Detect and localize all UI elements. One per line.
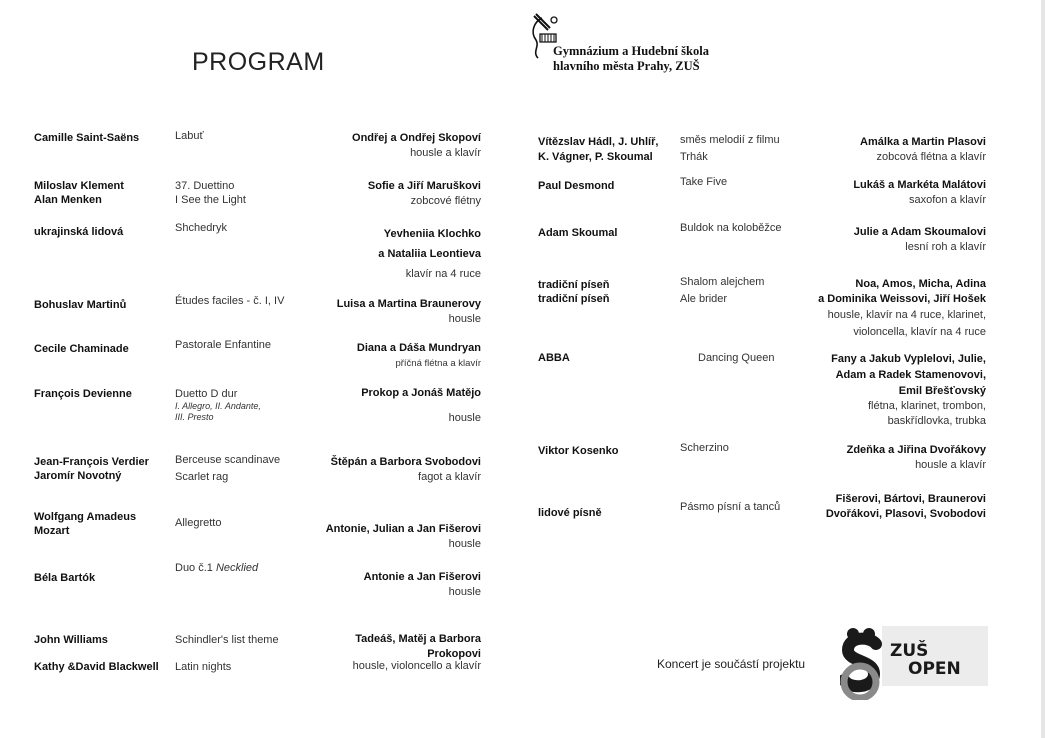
right-3-performers-a: Noa, Amos, Micha, Adina [855, 278, 986, 290]
right-3-instruments-a: housle, klavír na 4 ruce, klarinet, [827, 309, 986, 321]
left-3-performers: Luisa a Martina Braunerovy [336, 298, 481, 310]
right-2-composer: Adam Skoumal [538, 227, 618, 239]
left-2-piece: Shchedryk [175, 222, 227, 234]
left-6-instruments: fagot a klavír [418, 471, 481, 483]
left-4-piece: Pastorale Enfantine [175, 339, 272, 351]
left-10-composer: Kathy &David Blackwell [34, 661, 159, 673]
left-9-performers-a: Tadeáš, Matěj a Barbora [355, 633, 481, 645]
right-6-performers-a: Fišerovi, Bártovi, Braunerovi [835, 493, 986, 505]
left-7-instruments: housle [448, 538, 481, 550]
left-0-instruments: housle a klavír [410, 147, 481, 159]
left-0-composer: Camille Saint-Saëns [34, 132, 140, 144]
left-8-performers: Antonie a Jan Fišerovi [363, 571, 481, 583]
right-5-instruments: housle a klavír [915, 459, 986, 471]
left-5-composer: François Devienne [34, 388, 132, 400]
right-4-composer: ABBA [538, 352, 570, 364]
left-5-piece: Duetto D dur [175, 388, 238, 400]
left-6-piece-b: Scarlet rag [175, 471, 229, 483]
left-9-piece: Schindler's list theme [175, 634, 279, 646]
left-8-instruments: housle [448, 586, 481, 598]
left-1-composer-b: Alan Menken [34, 194, 102, 206]
school-name [553, 44, 709, 74]
left-8-piece [175, 561, 258, 575]
left-5-piece-sub-b: III. Presto [175, 412, 214, 422]
right-3-piece-b: Ale brider [680, 293, 728, 305]
right-4-performers-a: Fany a Jakub Vyplelovi, Julie, [831, 353, 986, 365]
left-1-composer-a: Miloslav Klement [34, 180, 124, 192]
left-10-instruments: housle, violoncello a klavír [352, 660, 481, 672]
left-9-composer: John Williams [34, 634, 108, 646]
left-8-piece-italic: Necklied [215, 562, 259, 574]
right-3-instruments-b: violoncella, klavír na 4 ruce [853, 326, 986, 338]
right-5-piece: Scherzino [680, 442, 729, 454]
right-3-composer-a: tradiční píseň [538, 279, 610, 291]
left-6-piece-a: Berceuse scandinave [175, 454, 281, 466]
left-5-piece-sub-a: I. Allegro, II. Andante, [175, 401, 261, 411]
right-4-performers-b: Adam a Radek Stamenovovi, [835, 369, 986, 381]
left-5-instruments: housle [448, 412, 481, 424]
right-1-performers: Lukáš a Markéta Malátovi [853, 179, 986, 191]
left-1-performers: Sofie a Jiří Maruškovi [367, 180, 481, 192]
school-name-line1: Gymnázium a Hudební škola [553, 44, 709, 58]
left-3-piece: Études faciles - č. I, IV [175, 295, 285, 307]
left-0-piece: Labuť [175, 130, 204, 142]
right-1-instruments: saxofon a klavír [908, 194, 986, 206]
left-1-piece-b: I See the Light [175, 194, 246, 206]
left-10-piece: Latin nights [175, 661, 232, 673]
left-4-instruments: příčná flétna a klavír [395, 358, 481, 369]
right-4-instruments-a: flétna, klarinet, trombon, [867, 400, 986, 412]
left-1-piece-a: 37. Duettino [175, 180, 235, 192]
left-4-composer: Cecile Chaminade [34, 343, 129, 355]
right-1-piece: Take Five [680, 176, 728, 188]
left-6-performers: Štěpán a Barbora Svobodovi [330, 456, 481, 468]
right-3-performers-b: a Dominika Weissovi, Jiří Hošek [818, 293, 986, 305]
right-2-instruments: lesní roh a klavír [905, 241, 986, 253]
left-7-composer-b: Mozart [34, 525, 70, 537]
right-0-composer-b: K. Vágner, P. Skoumal [538, 151, 653, 163]
right-0-instruments: zobcová flétna a klavír [876, 151, 986, 163]
zus-open-logo-icon [840, 624, 990, 700]
left-7-piece: Allegretto [175, 517, 222, 529]
right-3-composer-b: tradiční píseň [538, 293, 610, 305]
right-2-piece: Buldok na koloběžce [680, 222, 782, 234]
left-6-composer-b: Jaromír Novotný [34, 470, 122, 482]
right-3-piece-a: Shalom alejchem [680, 276, 765, 288]
footer-text: Koncert je součástí projektu [657, 657, 806, 671]
right-0-composer-a: Vítězslav Hádl, J. Uhlíř, [538, 136, 659, 148]
right-6-piece: Pásmo písní a tanců [680, 501, 781, 513]
left-3-composer: Bohuslav Martinů [34, 299, 127, 311]
right-5-performers: Zdeňka a Jiřina Dvořákovy [846, 444, 986, 456]
left-8-piece-text: Duo č.1 Necklied [175, 562, 259, 574]
left-2-composer: ukrajinská lidová [34, 226, 124, 238]
logo-bottom-text: OPEN [908, 659, 961, 679]
right-4-instruments-b: baskřídlovka, trubka [887, 415, 986, 427]
left-0-performers: Ondřej a Ondřej Skopoví [352, 132, 481, 144]
right-5-composer: Viktor Kosenko [538, 445, 619, 457]
left-9-performers-b: Prokopovi [427, 648, 481, 660]
left-1-instruments: zobcové flétny [410, 195, 481, 207]
school-name-line2: hlavního města Prahy, ZUŠ [553, 59, 700, 73]
left-8-composer: Béla Bartók [34, 572, 96, 584]
right-0-piece-a: směs melodií z filmu [680, 134, 780, 146]
page-edge-shadow [1041, 0, 1045, 738]
right-0-piece-b: Trhák [680, 151, 708, 163]
right-2-performers: Julie a Adam Skoumalovi [853, 226, 986, 238]
left-6-composer-a: Jean-François Verdier [34, 456, 149, 468]
right-6-composer: lidové písně [538, 507, 602, 519]
left-2-performers-b: a Nataliia Leontieva [378, 248, 481, 260]
left-2-instruments: klavír na 4 ruce [405, 268, 481, 280]
left-4-performers: Diana a Dáša Mundryan [356, 342, 481, 354]
right-6-performers-b: Dvořákovi, Plasovi, Svobodovi [825, 508, 986, 520]
right-4-performers-c: Emil Břešťovský [898, 385, 986, 397]
left-7-performers: Antonie, Julian a Jan Fišerovi [325, 523, 481, 535]
program-title: PROGRAM [192, 48, 325, 76]
left-3-instruments: housle [448, 313, 481, 325]
left-7-composer-a: Wolfgang Amadeus [34, 511, 137, 523]
left-2-performers-a: Yevheniia Klochko [383, 228, 481, 240]
right-1-composer: Paul Desmond [538, 180, 615, 192]
left-5-performers: Prokop a Jonáš Matějo [361, 387, 481, 399]
right-4-piece: Dancing Queen [698, 352, 775, 364]
logo-top-text: ZUŠ [890, 641, 929, 661]
right-0-performers: Amálka a Martin Plasovi [860, 136, 986, 148]
